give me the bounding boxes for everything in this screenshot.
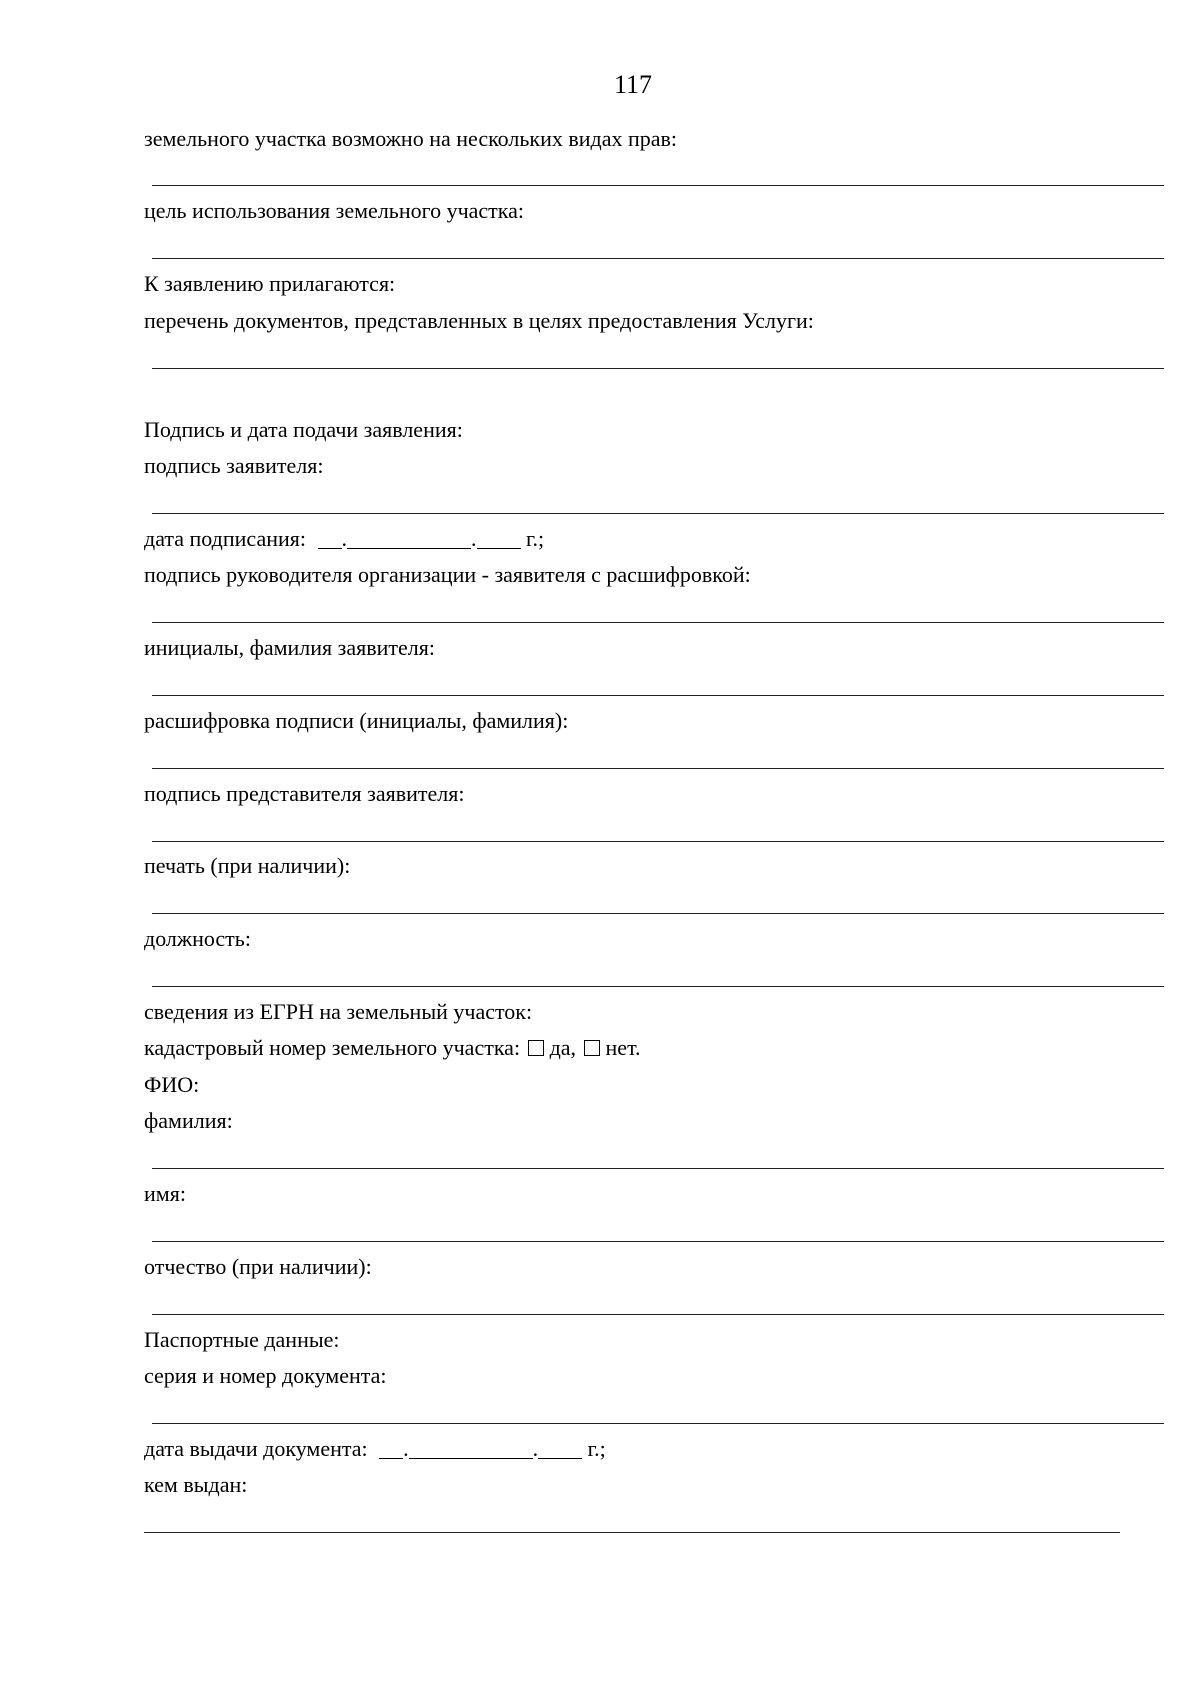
documents-list-label: перечень документов, представленных в целях предоставления Услуги: <box>144 308 814 333</box>
documents-list-field[interactable] <box>152 368 1164 369</box>
signature-decoding-field[interactable] <box>152 768 1164 769</box>
first-name-label: имя: <box>144 1181 186 1206</box>
issue-month-field[interactable] <box>409 1440 533 1459</box>
land-rights-field[interactable] <box>152 185 1164 186</box>
signature-section-heading: Подпись и дата подачи заявления: <box>144 417 463 442</box>
patronymic-label: отчество (при наличии): <box>144 1254 372 1279</box>
director-signature-field[interactable] <box>152 622 1164 623</box>
surname-field[interactable] <box>152 1168 1164 1169</box>
egrn-info-label: сведения из ЕГРН на земельный участок: <box>144 999 533 1024</box>
patronymic-field[interactable] <box>152 1314 1164 1315</box>
issue-date-suffix: г.; <box>587 1436 606 1461</box>
seal-label: печать (при наличии): <box>144 853 351 878</box>
seal-field[interactable] <box>152 913 1164 914</box>
director-signature-label: подпись руководителя организации - заявителя с расшифровкой: <box>144 562 751 587</box>
signing-date-line: дата подписания: . . г.; <box>144 526 545 551</box>
land-rights-label: земельного участка возможно на нескольких видах прав: <box>144 126 677 151</box>
signing-date-label: дата подписания: <box>144 526 306 551</box>
position-field[interactable] <box>152 986 1164 987</box>
document-number-field[interactable] <box>152 1423 1164 1424</box>
cadastral-number-line <box>144 1037 641 1059</box>
checkbox-no-label: нет. <box>605 1035 641 1060</box>
issued-by-label: кем выдан: <box>144 1472 248 1497</box>
signing-month-field[interactable] <box>347 530 471 549</box>
passport-heading: Паспортные данные: <box>144 1327 340 1352</box>
issued-by-field[interactable] <box>144 1532 1120 1533</box>
checkbox-no[interactable] <box>584 1040 600 1056</box>
cadastral-number-label: кадастровый номер земельного участка: <box>144 1035 521 1060</box>
attachments-heading: К заявлению прилагаются: <box>144 271 396 296</box>
issue-day-field[interactable] <box>379 1440 403 1459</box>
page-number: 117 <box>613 70 653 99</box>
signing-date-suffix: г.; <box>526 526 545 551</box>
applicant-signature-label: подпись заявителя: <box>144 453 324 478</box>
position-label: должность: <box>144 926 251 951</box>
full-name-heading: ФИО: <box>144 1072 200 1097</box>
checkbox-yes[interactable] <box>528 1040 544 1056</box>
signing-year-field[interactable] <box>477 530 521 549</box>
surname-label: фамилия: <box>144 1108 233 1133</box>
checkbox-yes-label: да, <box>549 1035 577 1060</box>
document-number-label: серия и номер документа: <box>144 1363 387 1388</box>
initials-surname-label: инициалы, фамилия заявителя: <box>144 635 435 660</box>
initials-surname-field[interactable] <box>152 695 1164 696</box>
applicant-signature-field[interactable] <box>152 513 1164 514</box>
first-name-field[interactable] <box>152 1241 1164 1242</box>
issue-year-field[interactable] <box>538 1440 582 1459</box>
signing-day-field[interactable] <box>318 530 342 549</box>
issue-date-line: дата выдачи документа: . . г.; <box>144 1436 606 1461</box>
land-purpose-label: цель использования земельного участка: <box>144 198 525 223</box>
land-purpose-field[interactable] <box>152 258 1164 259</box>
representative-signature-label: подпись представителя заявителя: <box>144 781 465 806</box>
signature-decoding-label: расшифровка подписи (инициалы, фамилия): <box>144 708 569 733</box>
representative-signature-field[interactable] <box>152 841 1164 842</box>
issue-date-label: дата выдачи документа: <box>144 1436 368 1461</box>
